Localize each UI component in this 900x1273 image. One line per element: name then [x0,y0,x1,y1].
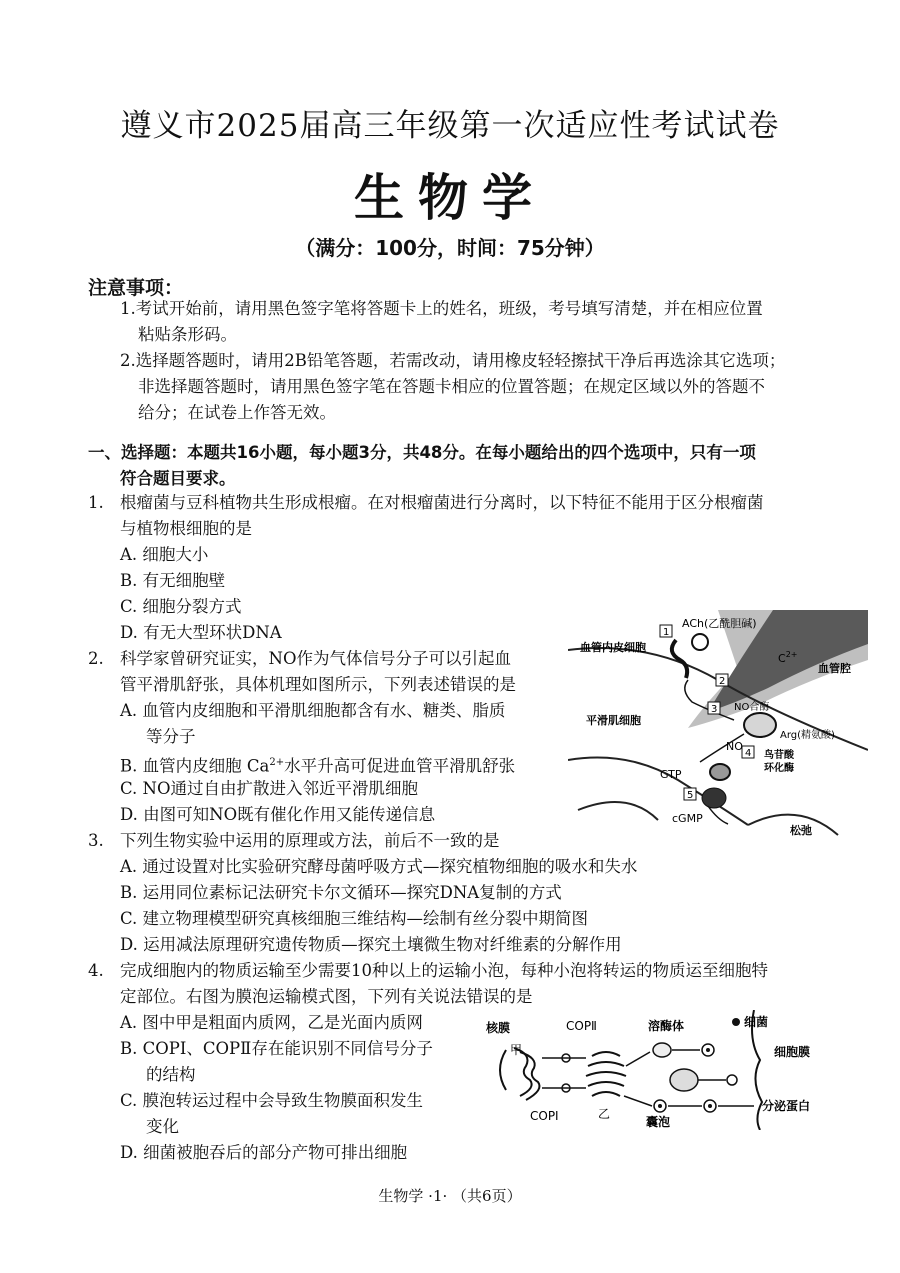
no-synthase-shape [744,713,776,737]
label-ca-base: C [778,652,786,665]
vesicle-secretory-2-dot [708,1104,712,1108]
label-nuclear-membrane: 核膜 [486,1021,511,1035]
q4-option-c-line-2: 变化 [146,1117,179,1136]
q3-option-a: A. 通过设置对比实验研究酵母菌呼吸方式—探究植物细胞的吸水和失水 [120,857,638,876]
label-lysosome: 溶酶体 [648,1019,685,1033]
subject-title: 生物学 [354,169,546,227]
q2-stem-line-2: 管平滑肌舒张，具体机理如图所示，下列表述错误的是 [120,675,516,694]
q2-option-b-pre: B. 血管内皮细胞 Ca [120,756,270,776]
label-copii: COPⅡ [566,1019,597,1033]
label-relax: 松弛 [790,824,812,837]
label-arg: Arg(精氨酸) [780,730,835,741]
section-heading-line-2: 符合题目要求。 [120,469,236,488]
label-box-5-text: 5 [687,790,694,801]
q1-option-b: B. 有无细胞壁 [120,571,226,590]
label-guanylate-2: 环化酶 [764,763,794,774]
arrow-to-lysosome [626,1052,650,1066]
label-box-4-text: 4 [745,748,752,759]
notice-item-2-line-2: 非选择题答题时，请用黑色签字笔在答题卡相应的位置答题；在规定区域以外的答题不 [138,377,765,396]
notice-title: 注意事项： [88,277,184,299]
er-jia-shape-2 [520,1052,540,1100]
golgi-layer-5 [592,1092,620,1096]
q2-option-d: D. 由图可知NO既有催化作用又能传递信息 [120,805,436,824]
q2-stem-line-1: 科学家曾研究证实，NO作为气体信号分子可以引起血 [120,649,511,668]
ach-molecule [692,634,708,650]
label-endothelial: 血管内皮细胞 [580,641,646,654]
q2-option-a-line-1: A. 血管内皮细胞和平滑肌细胞都含有水、糖类、脂质 [120,701,506,720]
q1-option-d: D. 有无大型环状DNA [120,623,282,642]
receptor-shape [672,640,687,678]
notice-item-2-line-1: 2.选择题答题时，请用2B铅笔答题，若需改动，请用橡皮轻轻擦拭干净后再选涂其它选项； [120,351,786,370]
q4-option-d: D. 细菌被胞吞后的部分产物可排出细胞 [120,1143,408,1162]
label-copi: COPⅠ [530,1109,559,1123]
label-no: NO [726,740,743,753]
golgi-layer-3 [586,1072,626,1076]
q2-no-signal-figure [568,610,868,840]
nuclear-membrane-arc [500,1050,506,1090]
label-box-1-text: 1 [663,627,670,638]
q2-number: 2. [88,649,104,668]
q3-option-d: D. 运用减法原理研究遗传物质—探究土壤微生物对纤维素的分解作用 [120,935,622,954]
q1-option-c: C. 细胞分裂方式 [120,597,242,616]
lysosome-small [653,1043,671,1057]
label-ca-sup: 2+ [785,650,798,659]
label-vesicle: 囊泡 [646,1115,671,1129]
q1-stem-line-2: 与植物根细胞的是 [120,519,252,538]
label-gtp: GTP [660,768,682,781]
q1-option-a: A. 细胞大小 [120,545,209,564]
q2-option-b-post: 水平升高可促进血管平滑肌舒张 [284,756,516,776]
q4-number: 4. [88,961,104,980]
cgmp-shape [702,788,726,808]
label-ach: ACh(乙酰胆碱) [682,617,757,630]
q3-stem: 下列生物实验中运用的原理或方法，前后不一致的是 [120,831,500,850]
bacteria-outside [732,1018,740,1026]
arrow-to-secretory [624,1096,652,1106]
lysosome-large [670,1069,698,1091]
label-cell-membrane: 细胞膜 [774,1045,811,1059]
label-secreted-protein: 分泌蛋白 [762,1099,811,1113]
q3-option-b: B. 运用同位素标记法研究卡尔文循环—探究DNA复制的方式 [120,883,562,902]
q4-option-b-line-1: B. COPⅠ、COPⅡ存在能识别不同信号分子 [120,1039,433,1058]
q4-vesicle-transport-figure [486,1010,846,1130]
guanylate-cyclase-shape [710,764,730,780]
golgi-layer-2 [588,1062,624,1066]
notice-item-1-line-2: 粘贴条形码。 [138,325,237,344]
vesicle-exocytosis-1 [727,1075,737,1085]
exam-title: 遵义市2025届高三年级第一次适应性考试试卷 [120,108,780,144]
page-footer: 生物学 ·1· （共6页） [378,1187,522,1205]
q1-number: 1. [88,493,104,512]
q4-option-b-line-2: 的结构 [146,1065,196,1084]
golgi-layer-4 [588,1082,624,1086]
label-box-2-text: 2 [719,676,726,687]
section-heading-line-1: 一、选择题：本题共16小题，每小题3分，共48分。在每小题给出的四个选项中，只有一项 [88,443,756,462]
label-guanylate-1: 鸟苷酸 [764,750,794,761]
q3-option-c: C. 建立物理模型研究真核细胞三维结构—绘制有丝分裂中期简图 [120,909,589,928]
notice-item-1-line-1: 1.考试开始前，请用黑色签字笔将答题卡上的姓名，班级，考号填写清楚，并在相应位置 [120,299,763,318]
q4-stem-line-1: 完成细胞内的物质运输至少需要10种以上的运输小泡，每种小泡将转运的物质运至细胞特 [120,961,768,980]
q2-option-b-sup: 2+ [269,757,285,768]
label-jia: 甲 [510,1043,523,1057]
q4-option-c-line-1: C. 膜泡转运过程中会导致生物膜面积发生 [120,1091,424,1110]
golgi-layer-1 [592,1052,620,1056]
score-time: （满分：100分，时间：75分钟） [295,236,605,260]
vesicle-secretory-1-dot [658,1104,662,1108]
q4-stem-line-2: 定部位。右图为膜泡运输模式图，下列有关说法错误的是 [120,987,533,1006]
bacteria-dot [706,1048,710,1052]
q1-stem-line-1: 根瘤菌与豆科植物共生形成根瘤。在对根瘤菌进行分离时，以下特征不能用于区分根瘤菌 [120,493,764,512]
q2-option-a-line-2: 等分子 [146,727,196,746]
q3-number: 3. [88,831,104,850]
label-bacteria: 细菌 [744,1015,769,1029]
q4-option-a: A. 图中甲是粗面内质网，乙是光面内质网 [120,1013,423,1032]
q2-option-c: C. NO通过自由扩散进入邻近平滑肌细胞 [120,779,418,798]
label-lumen: 血管腔 [818,662,851,675]
muscle-fiber-1 [578,802,658,820]
label-smooth-muscle: 平滑肌细胞 [586,714,641,727]
label-cgmp: cGMP [672,812,703,825]
label-yi: 乙 [598,1107,611,1121]
label-no-synthase: NO合酶 [734,702,770,713]
notice-item-2-line-3: 给分；在试卷上作答无效。 [138,403,336,422]
label-box-3-text: 3 [711,704,718,715]
